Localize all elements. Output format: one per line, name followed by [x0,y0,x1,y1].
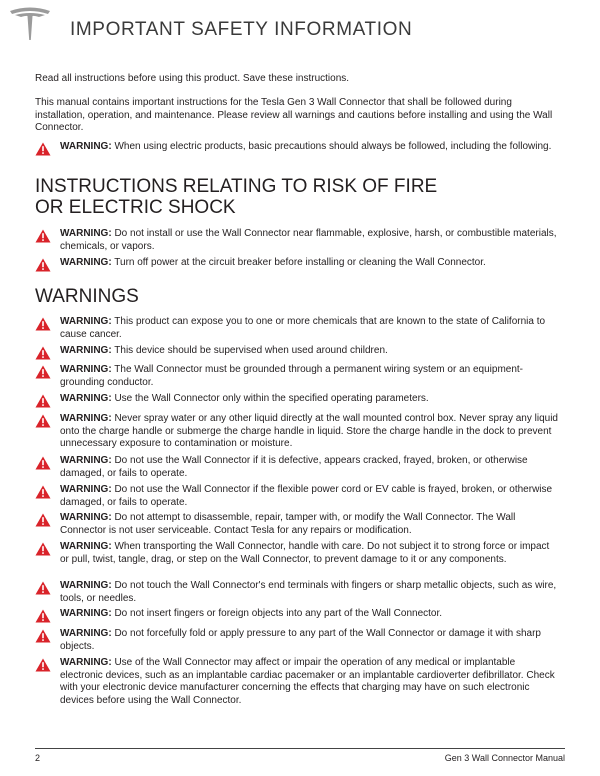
warning-triangle-icon [35,581,51,595]
warning-triangle-icon [35,317,51,331]
warning-label: WARNING: [60,608,112,619]
warning-triangle-icon [35,394,51,408]
page-title: IMPORTANT SAFETY INFORMATION [70,19,413,40]
warning-label: WARNING: [60,413,112,424]
warning-triangle-icon [35,258,51,272]
warning-label: WARNING: [60,484,112,495]
footer-title: Gen 3 Wall Connector Manual [444,753,565,763]
warning-triangle-icon [35,609,51,623]
warning-text: This product can expose you to one or more chemicals that are known to the state of California to cause cancer. [60,316,546,340]
warning-text: Use of the Wall Connector may affect or impair the operation of any medical or implantable electronic devices, such as an implantable cardiac pacemaker or an implantable cardioverter defibrillator. Check with your electronic device manufacturer concerning the effects that charging may have on such electronic devices before using the Wall Connector. [60,657,555,706]
section-heading-fire: INSTRUCTIONS RELATING TO RISK OF FIRE OR ELECTRIC SHOCK [35,176,438,218]
warning-text: The Wall Connector must be grounded through a permanent wiring system or an equipment-grounding conductor. [60,364,524,388]
warning-triangle-icon [35,142,51,156]
warning-text: Turn off power at the circuit breaker before installing or cleaning the Wall Connector. [114,257,486,268]
warning-text: Do not touch the Wall Connector's end terminals with fingers or sharp metallic objects, such as wire, tools, or needles. [60,580,557,604]
warning-triangle-icon [35,456,51,470]
intro-paragraph-1: Read all instructions before using this product. Save these instructions. [35,73,350,84]
warning-text: When using electric products, basic precautions should always be followed, including the following. [114,141,552,152]
warning-label: WARNING: [60,512,112,523]
warning-label: WARNING: [60,541,112,552]
warning-text: Never spray water or any other liquid directly at the wall mounted control box. Never spray any liquid onto the charge handle or submerge the charge handle in liquid. Store the charge handle in the dock to prevent unnecessary exposure to contamination or moisture. [60,413,558,449]
warning-text: Use the Wall Connector only within the specified operating parameters. [114,393,429,404]
page-number: 2 [35,753,41,763]
warning-triangle-icon [35,542,51,556]
warning-text: Do not use the Wall Connector if it is defective, appears cracked, frayed, broken, or otherwise damaged, or fails to operate. [60,455,528,479]
intro-paragraph-2: This manual contains important instructions for the Tesla Gen 3 Wall Connector that shall be followed during installation, operation, and maintenance. Please review all warnings and cautions before installing and using the Wall Connector. [35,97,553,133]
warning-label: WARNING: [60,345,112,356]
warning-label: WARNING: [60,364,112,375]
warning-triangle-icon [35,229,51,243]
warning-triangle-icon [35,365,51,379]
warning-text: Do not install or use the Wall Connector near flammable, explosive, harsh, or combustible materials, chemicals, or vapors. [60,228,557,252]
warning-label: WARNING: [60,657,112,668]
warning-label: WARNING: [60,580,112,591]
warning-label: WARNING: [60,628,112,639]
warning-label: WARNING: [60,455,112,466]
warning-triangle-icon [35,513,51,527]
warning-label: WARNING: [60,316,112,327]
warning-label: WARNING: [60,393,112,404]
section-heading-warnings: WARNINGS [35,286,139,307]
warning-triangle-icon [35,485,51,499]
warning-triangle-icon [35,346,51,360]
warning-text: This device should be supervised when used around children. [114,345,388,356]
warning-label: WARNING: [60,257,112,268]
warning-text: Do not insert fingers or foreign objects into any part of the Wall Connector. [114,608,443,619]
footer-divider [35,748,565,749]
tesla-logo [6,5,54,43]
warning-triangle-icon [35,658,51,672]
warning-label: WARNING: [60,228,112,239]
warning-triangle-icon [35,629,51,643]
warning-text: Do not use the Wall Connector if the flexible power cord or EV cable is frayed, broken, or otherwise damaged, or fails to operate. [60,484,553,508]
warning-text: Do not forcefully fold or apply pressure to any part of the Wall Connector or damage it with sharp objects. [60,628,541,652]
warning-triangle-icon [35,414,51,428]
warning-text: When transporting the Wall Connector, handle with care. Do not subject it to strong force or impact or pull, twist, tangle, drag, or step on the Wall Connector, to prevent damage to it or any components. [60,541,550,565]
warning-label: WARNING: [60,141,112,152]
page-header [0,0,600,46]
warning-text: Do not attempt to disassemble, repair, tamper with, or modify the Wall Connector. The Wall Connector is not user serviceable. Contact Tesla for any repairs or modification. [60,512,516,536]
